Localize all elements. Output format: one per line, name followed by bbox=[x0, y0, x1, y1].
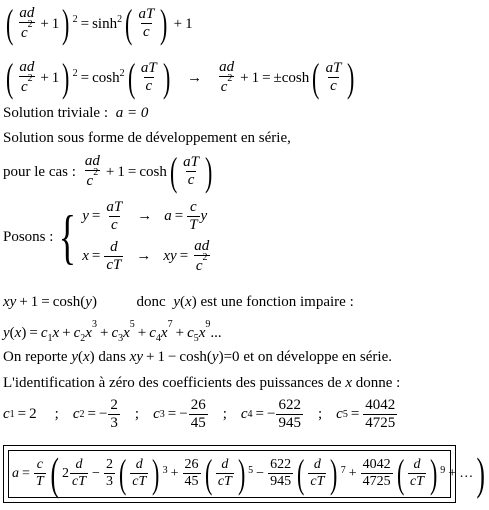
solution-triviale bbox=[3, 106, 148, 121]
serie-intro: Solution sous forme de développement en série, bbox=[3, 130, 291, 146]
coefficients-line: c 1 = 2 ; c 2 = − $\frac{2}{3}$ ; c 3 = − $\frac{26}{45}$ ; c 4 = − $\frac{622}{945}$ ; c 5 = $\frac{4042}{4725}$ bbox=[3, 397, 396, 431]
identification-line: L'identification à zéro des coefficients des puissances de x donne : bbox=[3, 375, 401, 391]
solution-triviale-label: Solution triviale : bbox=[3, 105, 108, 121]
equation-sinh: ( $\frac{ad}{c^2}$ + 1 ) 2 = sinh 2 ( $\frac{aT}{c}$ ) + 1 bbox=[5, 1, 193, 46]
posons-system: Posons : { y = $\frac{aT}{c}$ → a = $\frac{c}{T}$ y x = $\frac{d}{cT}$ → xy = $\frac{ad}{c^2}$ bbox=[3, 199, 210, 274]
pour-le-cas: pour le cas : $\frac{ad}{c^2}$ + 1 = cosh ( $\frac{aT}{c}$ ) bbox=[3, 149, 213, 194]
on-reporte-line: On reporte y(x) dans xy + 1 − cosh(y)=0 et on développe en série. bbox=[3, 349, 393, 365]
final-formula: a = $\frac{c}{T}$ ( 2 $\frac{d}{cT}$ − $\frac{2}{3}$ ( $\frac{d}{cT}$ ) 3 + $\frac{26}{45}$ ( $\frac{d}{cT}$ ) 5 − $\frac{622}{945}$ ( $\frac{d}{cT}$ ) 7 + $\frac{4042}{4725}$ ( $\frac{d}{cT}$ ) 9 + … ) bbox=[8, 450, 451, 498]
series-expansion: $y(x) = c_1x + c_2x^3+ c_3x^5+ c_4x^7+ c_5x^9$... bbox=[3, 319, 222, 344]
final-formula-box bbox=[3, 445, 486, 503]
solution-triviale-eq: a = 0 bbox=[115, 105, 149, 121]
xy-cosh-line: xy + 1 = cosh(y) donc y(x) est une fonction impaire : bbox=[3, 294, 354, 310]
equation-cosh: ( $\frac{ad}{c^2}$ + 1 ) 2 = cosh 2 ( $\frac{aT}{c}$ ) → $\frac{ad}{c^2}$ + 1 = ±cosh ( $\frac{aT}{c}$ ) bbox=[5, 55, 355, 100]
